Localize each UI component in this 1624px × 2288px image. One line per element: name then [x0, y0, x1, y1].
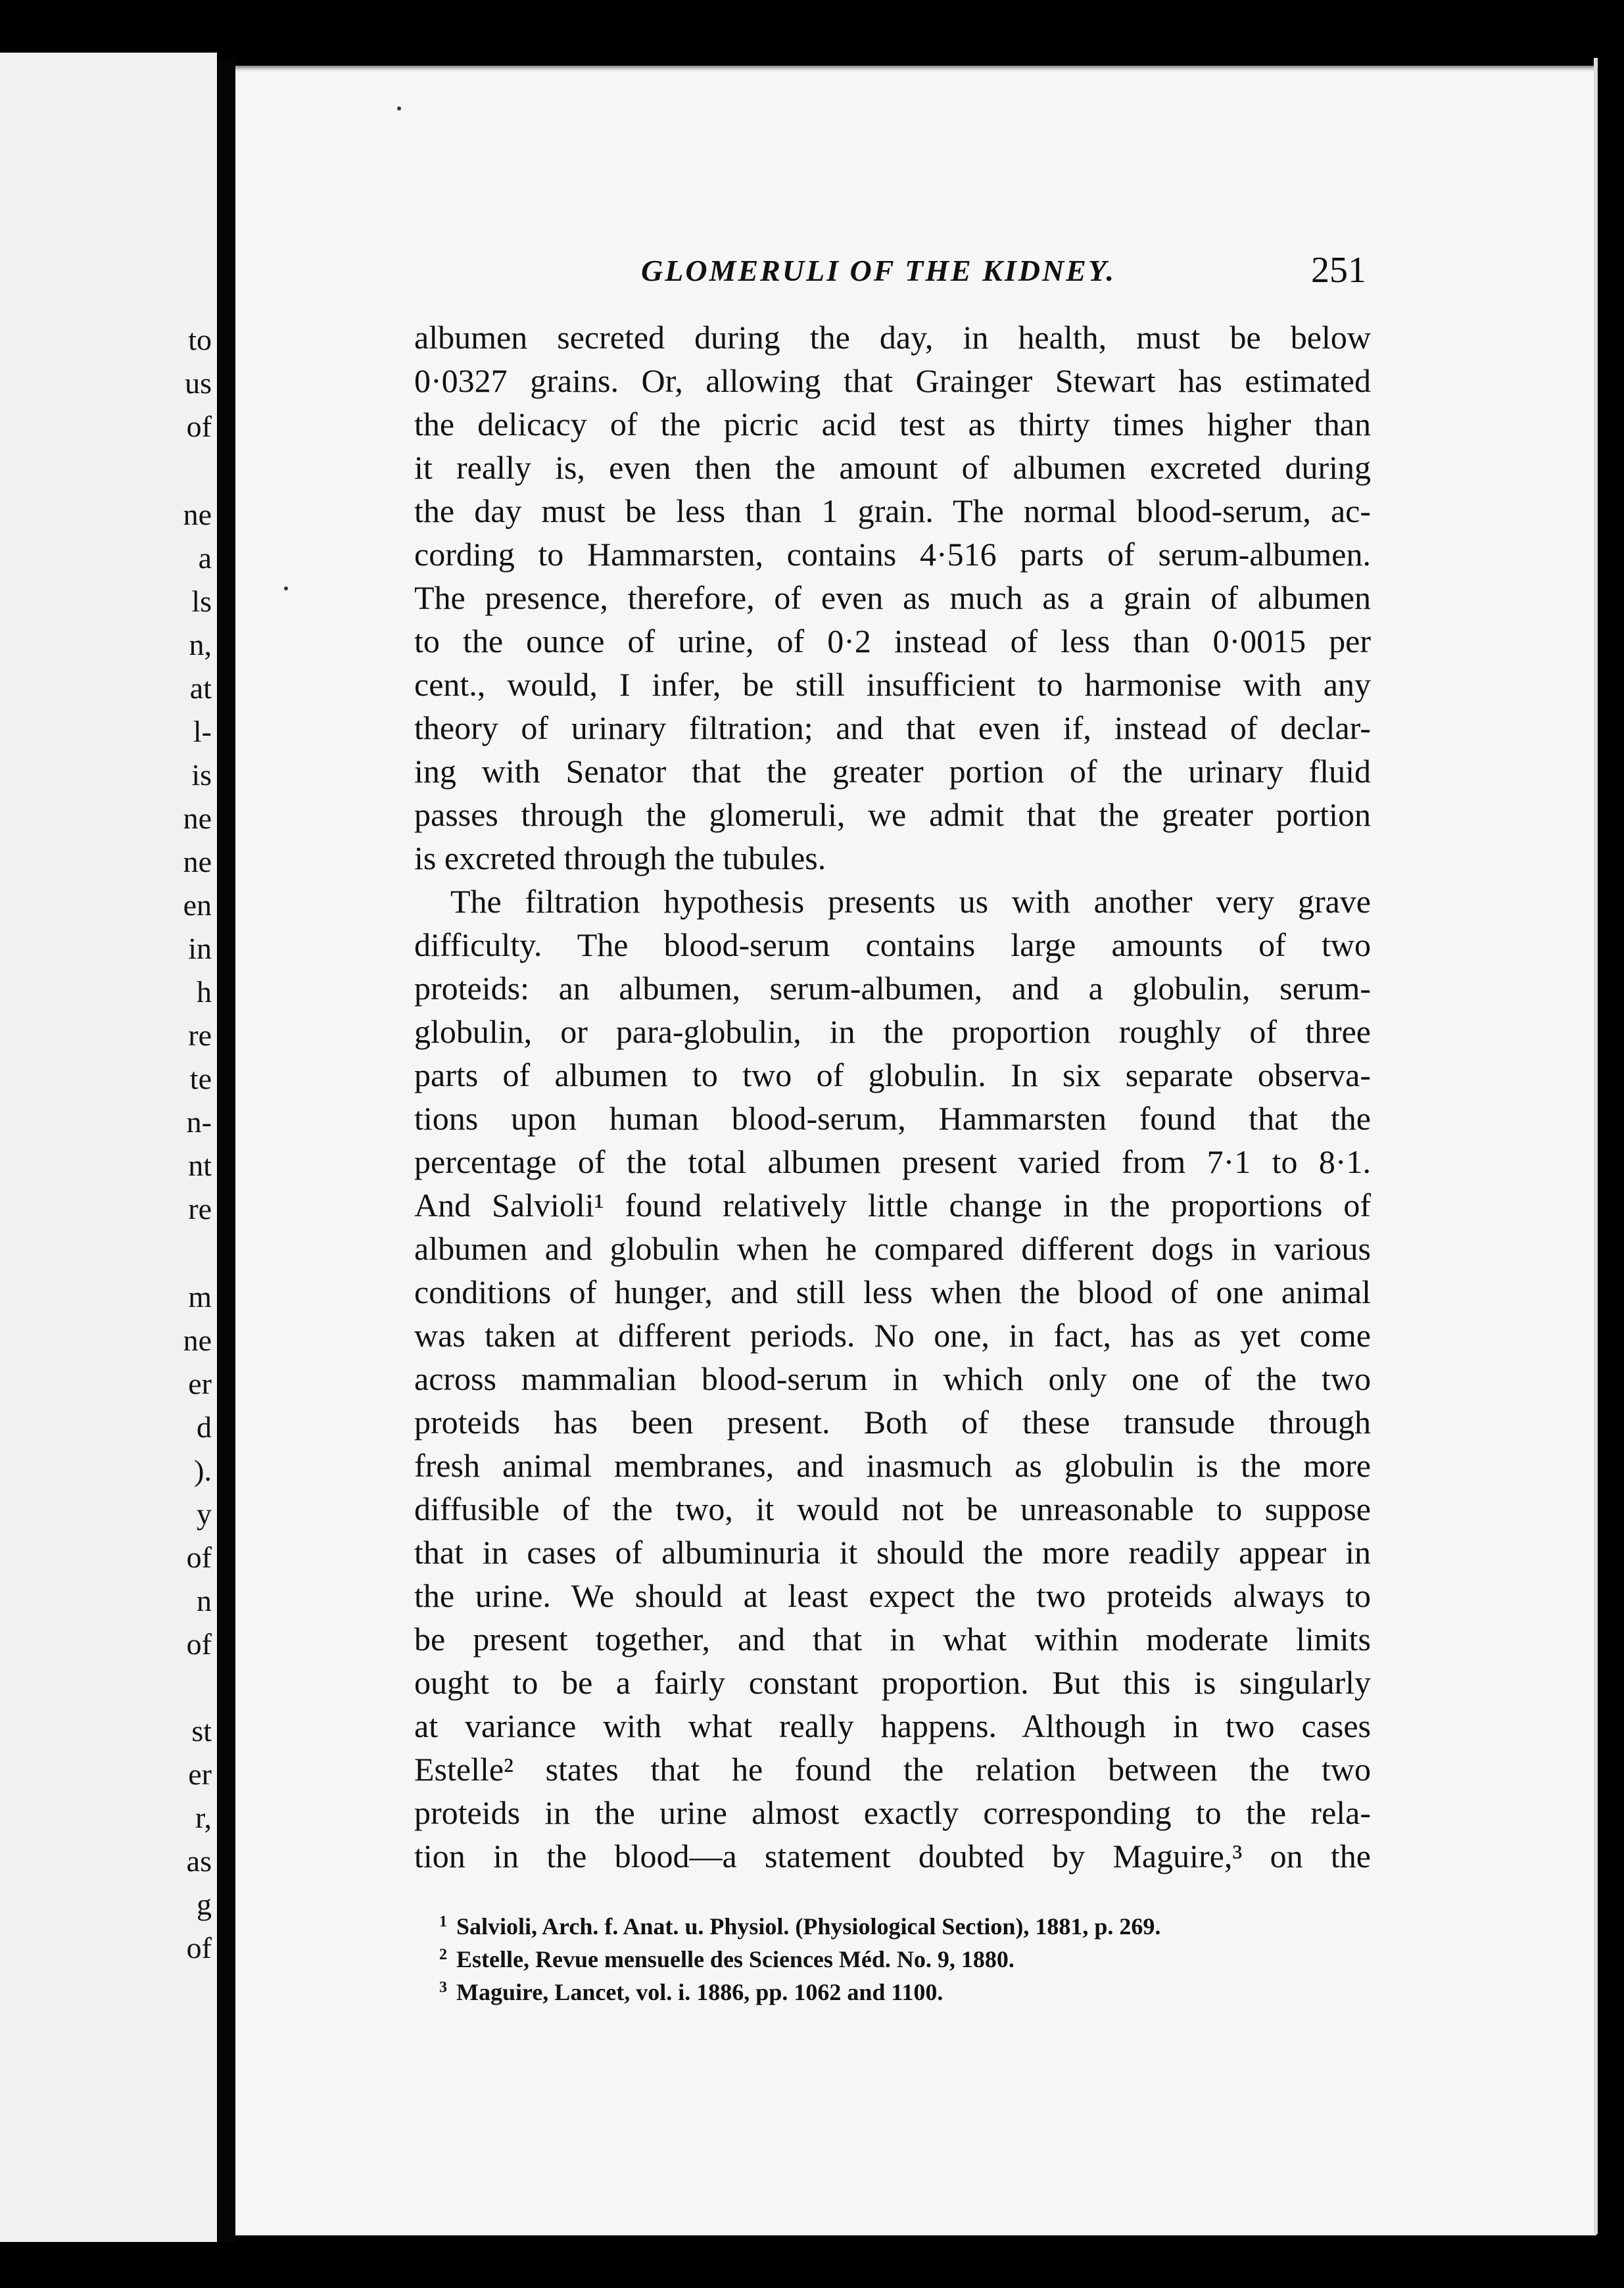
left-page-fragment: te [189, 1062, 212, 1095]
text-line: parts of albumen to two of globulin. In six separate observa- [414, 1057, 1371, 1093]
left-page-fragment: y [197, 1497, 212, 1531]
left-page-fragment: us [185, 366, 212, 400]
footnote-marker: 1 [439, 1913, 447, 1930]
left-page-fragment: ne [183, 845, 212, 878]
text-line: percentage of the total albumen present varied from 7·1 to 8·1. [414, 1143, 1371, 1180]
text-line: the urine. We should at least expect the two proteids always to [414, 1577, 1371, 1614]
left-page-fragment: r, [195, 1801, 212, 1834]
text-line: cent., would, I infer, be still insufficient to harmonise with any [414, 666, 1371, 703]
text-line: tions upon human blood-serum, Hammarsten found that the [414, 1100, 1371, 1137]
left-page-fragment: n- [186, 1105, 212, 1139]
left-page-fragment: re [188, 1018, 212, 1052]
text-line: to the ounce of urine, of 0·2 instead of less than 0·0015 per [414, 623, 1371, 659]
left-page-fragment: of [186, 1540, 212, 1574]
text-line: difficulty. The blood-serum contains large amounts of two [414, 926, 1371, 963]
text-line: The presence, therefore, of even as much as a grain of albumen [414, 579, 1371, 616]
text-line: across mammalian blood-serum in which only one of the two [414, 1360, 1371, 1397]
left-page-fragment: at [189, 671, 212, 705]
left-page-fragment: m [188, 1280, 212, 1314]
left-page-fragment: of [186, 1627, 212, 1661]
text-line: diffusible of the two, it would not be unreasonable to suppose [414, 1490, 1371, 1527]
footnote [439, 1971, 1373, 2004]
footnote-marker: 2 [439, 1946, 447, 1963]
left-page-fragment: h [197, 975, 212, 1009]
text-line: fresh animal membranes, and inasmuch as globulin is the more [414, 1447, 1371, 1484]
left-page-fragment: is [191, 758, 212, 792]
left-page-fragment: re [188, 1192, 212, 1226]
text-line: And Salvioli¹ found relatively little change in the proportions of [414, 1187, 1371, 1224]
left-page-fragment: en [183, 888, 212, 922]
left-page-fragment: of [186, 1931, 212, 1965]
text-line: ing with Senator that the greater portion of the urinary fluid [414, 753, 1371, 790]
body-text [414, 316, 1371, 1878]
left-page-fragment: ne [183, 1323, 212, 1357]
text-line: was taken at different periods. No one, in fact, has as yet come [414, 1317, 1371, 1354]
text-line: is excreted through the tubules. [414, 840, 826, 876]
left-page-fragment: d [197, 1410, 212, 1444]
text-line: proteids in the urine almost exactly corresponding to the rela- [414, 1794, 1371, 1831]
text-line: it really is, even then the amount of albumen excreted during [414, 449, 1371, 486]
text-line: proteids: an albumen, serum-albumen, and a globulin, serum- [414, 970, 1371, 1007]
text-line: the day must be less than 1 grain. The normal blood-serum, ac- [414, 492, 1371, 529]
text-line: be present together, and that in what within moderate limits [414, 1621, 1371, 1657]
running-title: GLOMERULI OF THE KIDNEY. [641, 254, 1116, 287]
text-line: globulin, or para-globulin, in the proportion roughly of three [414, 1013, 1371, 1050]
left-page-fragment: ). [194, 1454, 212, 1487]
left-page-fragment: in [188, 932, 212, 965]
page-edge [1594, 58, 1598, 2234]
left-page-fragment: l- [193, 715, 212, 748]
left-page-fragment: ne [183, 801, 212, 835]
text-line: albumen secreted during the day, in health, must be below [414, 319, 1371, 356]
footnote-text: Salvioli, Arch. f. Anat. u. Physiol. (Physiological Section), 1881, p. 269. [456, 1913, 1161, 1940]
text-line: tion in the blood—a statement doubted by Maguire,³ on the [414, 1838, 1371, 1874]
text-line: ought to be a fairly constant proportion. But this is singularly [414, 1664, 1371, 1701]
text-line: Estelle² states that he found the relation between the two [414, 1751, 1371, 1788]
left-page-fragment: a [198, 541, 212, 575]
text-line: the delicacy of the picric acid test as thirty times higher than [414, 406, 1371, 442]
previous-page-edge [0, 53, 217, 2242]
footnote-text: Estelle, Revue mensuelle des Sciences Méd. No. 9, 1880. [456, 1946, 1015, 1972]
running-header [641, 250, 1366, 299]
left-page-fragment: g [197, 1888, 212, 1921]
left-page-fragment: n [197, 1584, 212, 1617]
text-line: The filtration hypothesis presents us with another very grave [450, 883, 1371, 920]
footnote-text: Maguire, Lancet, vol. i. 1886, pp. 1062 and 1100. [456, 1979, 943, 2005]
text-line: 0·0327 grains. Or, allowing that Grainger Stewart has estimated [414, 362, 1371, 399]
scan-speck [397, 107, 401, 110]
text-line: cording to Hammarsten, contains 4·516 parts of serum-albumen. [414, 536, 1371, 573]
text-line: that in cases of albuminuria it should the more readily appear in [414, 1534, 1371, 1571]
left-page-fragment: as [186, 1844, 212, 1878]
left-page-fragment: ne [183, 498, 212, 531]
text-line: passes through the glomeruli, we admit that the greater portion [414, 796, 1371, 833]
text-line: proteids has been present. Both of these transude through [414, 1404, 1371, 1441]
footnote [439, 1938, 1373, 1971]
text-line: theory of urinary filtration; and that even if, instead of declar- [414, 709, 1371, 746]
left-page-fragment: st [191, 1714, 212, 1748]
scan-speck [284, 586, 288, 590]
left-page-fragment: of [186, 410, 212, 443]
left-page-fragment: to [188, 323, 212, 356]
book-spine [217, 59, 237, 2242]
text-line: at variance with what really happens. Although in two cases [414, 1707, 1371, 1744]
text-line: albumen and globulin when he compared different dogs in various [414, 1230, 1371, 1267]
left-page-fragment: er [188, 1367, 212, 1400]
left-page-fragment: er [188, 1757, 212, 1791]
text-line: conditions of hunger, and still less when the blood of one animal [414, 1274, 1371, 1310]
footnotes [439, 1905, 1373, 2004]
left-page-fragment: ls [191, 584, 212, 618]
footnote [439, 1905, 1373, 1938]
left-page-fragment: n, [189, 628, 212, 661]
left-page-fragment: nt [188, 1149, 212, 1182]
footnote-marker: 3 [439, 1979, 447, 1996]
page-number: 251 [1311, 250, 1366, 291]
